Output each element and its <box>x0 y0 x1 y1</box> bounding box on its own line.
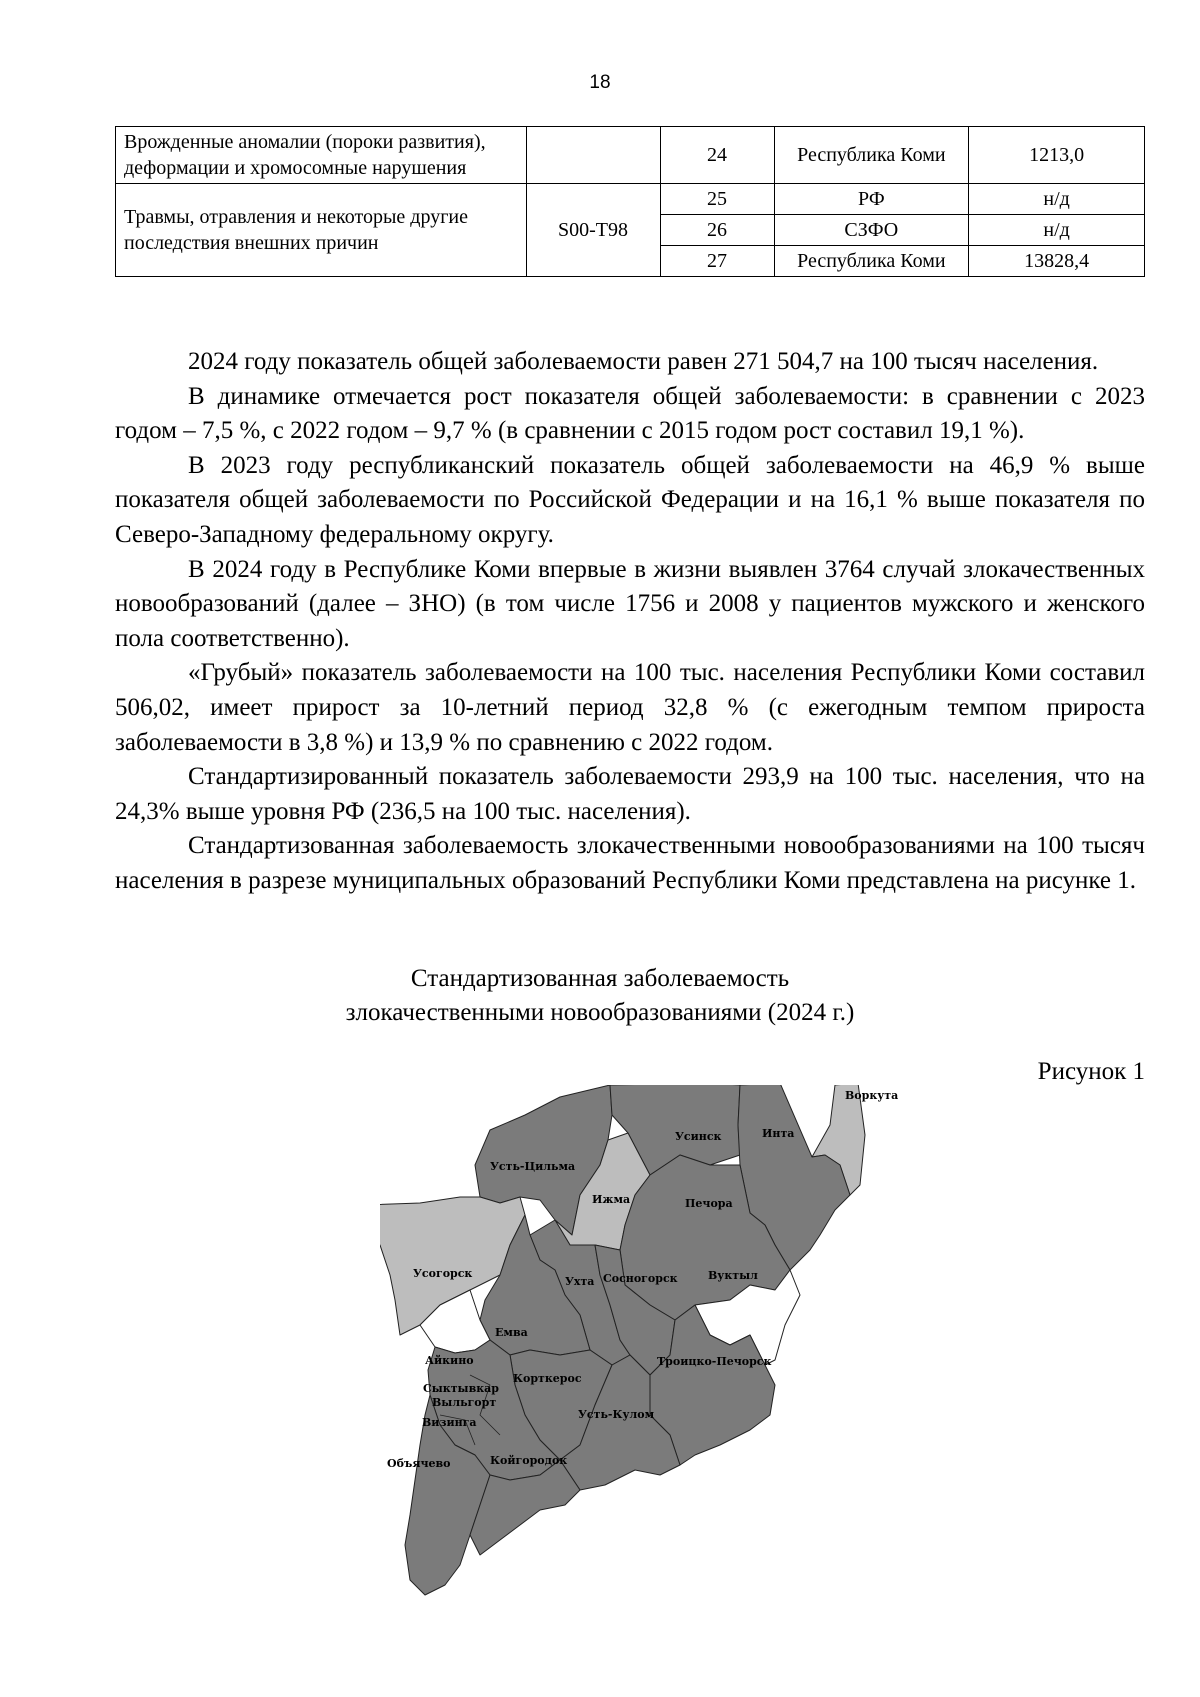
region-cell: СЗФО <box>774 215 969 246</box>
paragraph: Стандартизованная заболеваемость злокачественными новообразованиями на 100 тысяч населения в разрезе муниципальных образований Республики Коми представлена на рисунке 1. <box>115 832 1145 894</box>
morbidity-table <box>115 126 1145 277</box>
map-label: Визинга <box>422 1416 477 1429</box>
map-label: Печора <box>685 1197 733 1210</box>
row-number-cell: 27 <box>660 246 774 277</box>
row-number-cell: 26 <box>660 215 774 246</box>
map-label: Инта <box>762 1127 795 1140</box>
map-label: Усть-Цильма <box>490 1160 576 1173</box>
map-label: Ижма <box>592 1193 631 1206</box>
map-label: Объячево <box>387 1457 451 1470</box>
figure-title-line: злокачественными новообразованиями (2024 г.) <box>345 999 855 1026</box>
map-label: Емва <box>495 1326 528 1339</box>
map-label: Вуктыл <box>708 1269 758 1282</box>
region-cell: Республика Коми <box>774 127 969 184</box>
value-cell: 13828,4 <box>969 246 1145 277</box>
paragraph: Стандартизированный показатель заболеваемости 293,9 на 100 тыс. населения, что на 24,3% выше уровня РФ (236,5 на 100 тыс. населения). <box>115 763 1145 825</box>
map-label: Ухта <box>565 1275 595 1288</box>
figure-label: Рисунок 1 <box>1037 1058 1145 1085</box>
map-label: Айкино <box>425 1354 474 1367</box>
figure-title-line: Стандартизованная заболеваемость <box>410 965 790 992</box>
map-label: Выльгорт <box>432 1396 497 1409</box>
paragraph: В 2023 году республиканский показатель общей заболеваемости на 46,9 % выше показателя общей заболеваемости по Российской Федерации и на 16,1 % выше показателя по Северо-Западному федеральному округу. <box>115 451 1145 548</box>
figure-title <box>0 962 1200 1030</box>
disease-class-cell: Врожденные аномалии (пороки развития), деформации и хромосомные нарушения <box>116 127 527 184</box>
body-text <box>115 345 1145 899</box>
paragraph: В динамике отмечается рост показателя общей заболеваемости: в сравнении с 2023 годом – 7,5 %, с 2022 годом – 9,7 % (в сравнении с 2015 годом рост составил 19,1 %). <box>115 382 1145 445</box>
map-label: Сыктывкар <box>423 1382 499 1395</box>
page-number: 18 <box>589 72 611 93</box>
map-label: Усинск <box>675 1130 722 1143</box>
icd-code-cell: S00-T98 <box>526 184 660 277</box>
map-label: Сосногорск <box>603 1272 678 1285</box>
map-label: Троицко-Печорск <box>657 1355 772 1368</box>
region-cell: Республика Коми <box>774 246 969 277</box>
komi-map <box>380 1085 970 1680</box>
region-cell: РФ <box>774 184 969 215</box>
map-label: Усть-Кулом <box>578 1408 655 1421</box>
table-row <box>116 127 1145 184</box>
map-label: Усогорск <box>413 1267 473 1280</box>
paragraph: «Грубый» показатель заболеваемости на 100 тыс. населения Республики Коми составил 506,02, имеет прирост за 10-летний период 32,8 % (с ежегодным темпом прироста заболеваемости в 3,8 %) и 13,9 % по сравнению с 2022 годом. <box>115 659 1145 756</box>
value-cell: н/д <box>969 184 1145 215</box>
row-number-cell: 25 <box>660 184 774 215</box>
value-cell: н/д <box>969 215 1145 246</box>
map-label: Корткерос <box>513 1372 582 1385</box>
disease-class-cell: Травмы, отравления и некоторые другие последствия внешних причин <box>116 184 527 277</box>
icd-code-cell <box>526 127 660 184</box>
value-cell: 1213,0 <box>969 127 1145 184</box>
map-label: Койгородок <box>490 1454 568 1467</box>
table-row <box>116 184 1145 215</box>
row-number-cell: 24 <box>660 127 774 184</box>
map-label: Воркута <box>845 1089 899 1102</box>
paragraph: В 2024 году в Республике Коми впервые в жизни выявлен 3764 случай злокачественных новообразований (далее – ЗНО) (в том числе 1756 и 2008 у пациентов мужского и женского пола соответственно). <box>115 555 1145 652</box>
paragraph: 2024 году показатель общей заболеваемости равен 271 504,7 на 100 тысяч населения. <box>188 348 1099 375</box>
